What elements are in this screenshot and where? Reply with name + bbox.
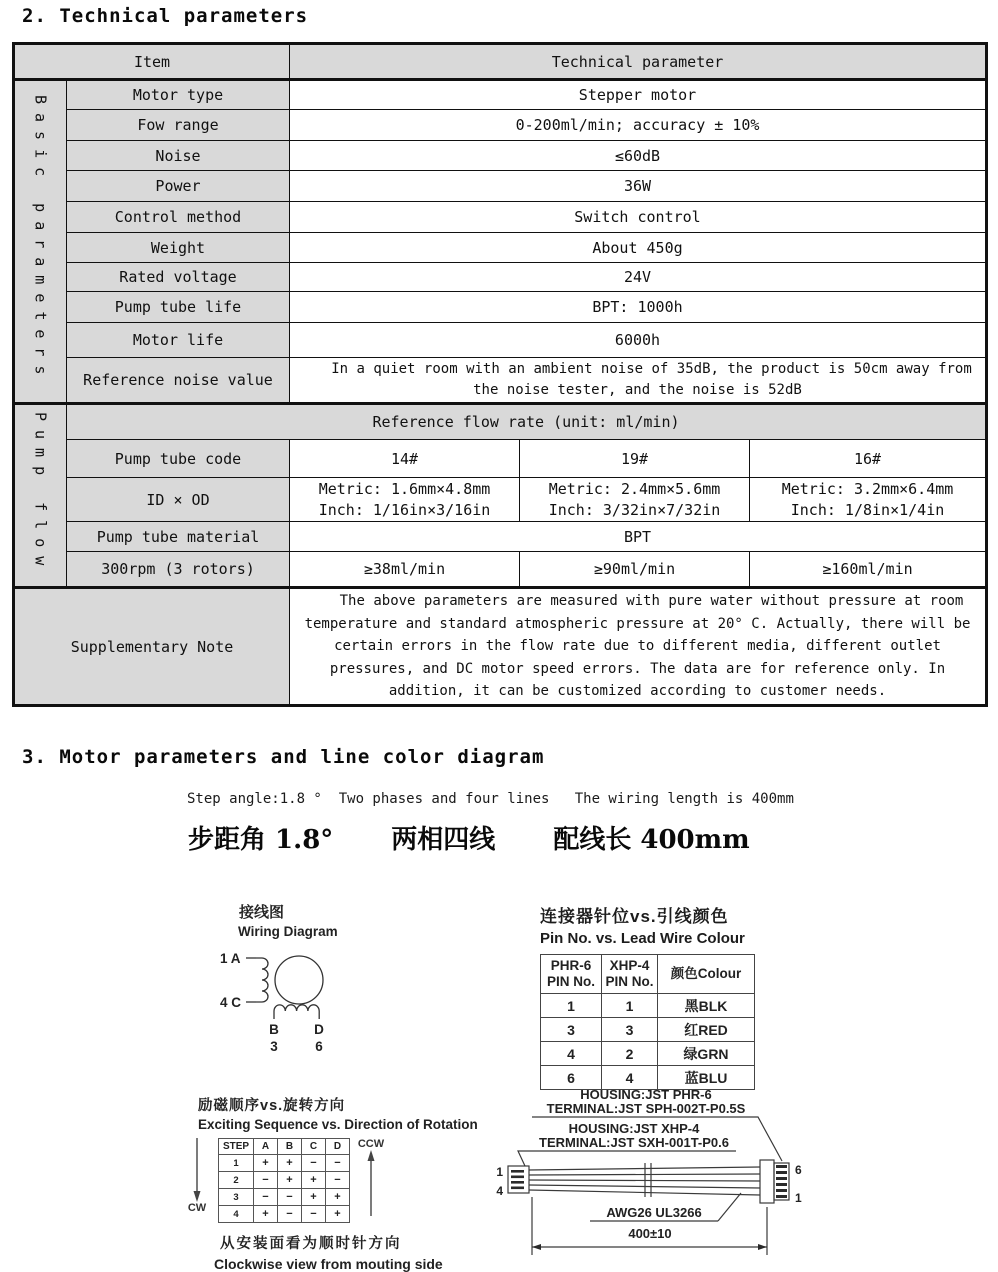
left-pin-top: 1 xyxy=(496,1165,503,1179)
tube-code-14: 14# xyxy=(290,440,520,478)
row-label: Weight xyxy=(67,233,290,263)
polarity: + xyxy=(302,1172,326,1189)
header-technical-parameter: Technical parameter xyxy=(290,44,987,80)
pin-xhp: 4 xyxy=(602,1066,658,1090)
pin-colour: 蓝BLU xyxy=(658,1066,755,1090)
polarity: − xyxy=(302,1206,326,1223)
tube-code-19: 19# xyxy=(520,440,750,478)
id-od-19 xyxy=(520,478,750,522)
coil-vertical-icon xyxy=(256,958,268,1002)
motor-subtitle-en: Step angle:1.8 ° Two phases and four lines The wiring length is 400mm xyxy=(187,791,794,807)
wiring-diagram xyxy=(214,900,374,1065)
pin-xhp: 3 xyxy=(602,1018,658,1042)
polarity: − xyxy=(326,1155,350,1172)
polarity: − xyxy=(278,1189,302,1206)
row-label-id-od: ID × OD xyxy=(67,478,290,522)
wiring-title-en: Wiring Diagram xyxy=(238,924,338,939)
row-value: 6000h xyxy=(290,323,987,358)
polarity: − xyxy=(254,1189,278,1206)
row-label: Motor life xyxy=(67,323,290,358)
group-pump-flow xyxy=(14,404,67,588)
pin-label-3: 3 xyxy=(270,1039,278,1054)
right-pin-top: 6 xyxy=(795,1163,802,1177)
pump-flow-vertical-label: Pump flow xyxy=(31,412,50,575)
pin-header-xhp4: XHP-4 PIN No. xyxy=(602,955,658,994)
metric-size: Metric: 1.6mm×4.8mm xyxy=(318,479,491,498)
dimension-arrow-left xyxy=(532,1244,541,1250)
left-pin-bottom: 4 xyxy=(496,1184,503,1198)
row-value: Switch control xyxy=(290,202,987,233)
excite-note-cn: 从安装面看为顺时针方向 xyxy=(220,1236,402,1252)
coil-horizontal-icon xyxy=(274,1005,319,1019)
group-basic-parameters xyxy=(14,80,67,404)
row-label: Fow range xyxy=(67,110,290,141)
cw-arrow-icon xyxy=(191,1138,203,1202)
wiring-diagram-block xyxy=(214,900,374,1069)
pin-table-title-cn: 连接器针位vs.引线颜色 xyxy=(540,907,729,926)
excite-header-step: STEP xyxy=(219,1139,254,1155)
metric-size: Metric: 3.2mm×6.4mm xyxy=(781,479,954,498)
flow-19: ≥90ml/min xyxy=(520,552,750,588)
polarity: − xyxy=(326,1172,350,1189)
wiring-title-cn: 接线图 xyxy=(239,904,285,921)
pin-phr: 1 xyxy=(541,994,602,1018)
row-label-tube-code: Pump tube code xyxy=(67,440,290,478)
row-value: Stepper motor xyxy=(290,80,987,110)
row-label: Motor type xyxy=(67,80,290,110)
basic-parameters-vertical-label: Basic parameters xyxy=(31,95,50,384)
flow-14: ≥38ml/min xyxy=(290,552,520,588)
row-label-material: Pump tube material xyxy=(67,522,290,552)
excite-header-d: D xyxy=(326,1139,350,1155)
inch-size: Inch: 1/8in×1/4in xyxy=(790,500,945,519)
metric-size: Metric: 2.4mm×5.6mm xyxy=(548,479,721,498)
polarity: − xyxy=(302,1155,326,1172)
id-od-16 xyxy=(750,478,987,522)
dimension-arrow-right xyxy=(758,1244,767,1250)
row-value: 0-200ml/min; accuracy ± 10% xyxy=(290,110,987,141)
wire-spec-label: AWG26 UL3266 xyxy=(606,1205,702,1220)
polarity: + xyxy=(326,1189,350,1206)
ccw-arrow-column xyxy=(357,1138,385,1216)
step-angle-cn: 步距角 1.8° xyxy=(188,825,334,855)
cw-label: CW xyxy=(187,1202,207,1214)
row-label: Pump tube life xyxy=(67,292,290,323)
phases-cn: 两相四线 xyxy=(391,825,496,855)
pin-colour: 绿GRN xyxy=(658,1042,755,1066)
flow-16: ≥160ml/min xyxy=(750,552,987,588)
pin-colour-table xyxy=(540,954,755,1090)
rotor-circle-icon xyxy=(275,956,323,1004)
excite-header-c: C xyxy=(302,1139,326,1155)
pin-label-4c: 4 C xyxy=(220,995,242,1010)
polarity: + xyxy=(278,1172,302,1189)
excite-title-en: Exciting Sequence vs. Direction of Rotation xyxy=(198,1117,478,1132)
material-value: BPT xyxy=(290,522,987,552)
pin-header-colour: 颜色Colour xyxy=(658,955,755,994)
right-pin-bottom: 1 xyxy=(795,1191,802,1205)
supplementary-note-text: The above parameters are measured with pure water without pressure at room temperature and standard atmospheric pressure at 20° C. Actually, there will be certain errors in the flow rate due to different media, different outlet pressures, and DC motor speed errors. The data are for reference only. In addition, it can be customized according to customer needs. xyxy=(290,588,987,706)
row-label: Power xyxy=(67,171,290,202)
pin-label-d: D xyxy=(314,1022,324,1037)
technical-parameters-table xyxy=(12,42,988,707)
pin-phr: 3 xyxy=(541,1018,602,1042)
polarity: − xyxy=(254,1172,278,1189)
row-label-reference-noise: Reference noise value xyxy=(67,358,290,404)
pin-xhp: 2 xyxy=(602,1042,658,1066)
step-number: 2 xyxy=(219,1172,254,1189)
step-number: 4 xyxy=(219,1206,254,1223)
row-label-300rpm: 300rpm (3 rotors) xyxy=(67,552,290,588)
reference-noise-text: In a quiet room with an ambient noise of 35dB, the product is 50cm away from the noise tester, and the noise is 52dB xyxy=(290,358,987,404)
ccw-arrow-icon xyxy=(365,1150,377,1216)
pin-label-6: 6 xyxy=(315,1039,323,1054)
tube-code-16: 16# xyxy=(750,440,987,478)
section2-title: 2. Technical parameters xyxy=(22,5,309,27)
cable-length-label: 400±10 xyxy=(628,1226,672,1241)
pin-colour: 红RED xyxy=(658,1018,755,1042)
id-od-14 xyxy=(290,478,520,522)
pin-phr: 4 xyxy=(541,1042,602,1066)
excite-note-en: Clockwise view from mouting side xyxy=(214,1256,443,1272)
pin-colour: 黑BLK xyxy=(658,994,755,1018)
inch-size: Inch: 3/32in×7/32in xyxy=(548,500,721,519)
row-label: Noise xyxy=(67,141,290,171)
polarity: + xyxy=(326,1206,350,1223)
polarity: + xyxy=(254,1155,278,1172)
leader-line xyxy=(518,1151,736,1166)
pin-xhp: 1 xyxy=(602,994,658,1018)
terminal-sph-label: TERMINAL:JST SPH-002T-P0.5S xyxy=(546,1101,746,1116)
supplementary-note-label: Supplementary Note xyxy=(14,588,290,706)
pin-table-title-en: Pin No. vs. Lead Wire Colour xyxy=(540,930,745,947)
polarity: + xyxy=(278,1155,302,1172)
row-value: ≤60dB xyxy=(290,141,987,171)
wiring-length-cn: 配线长 400mm xyxy=(553,825,750,855)
row-value: 24V xyxy=(290,263,987,292)
pin-header-phr6: PHR-6 PIN No. xyxy=(541,955,602,994)
row-label: Control method xyxy=(67,202,290,233)
motor-subtitle-cn xyxy=(188,825,750,856)
excite-header-a: A xyxy=(254,1139,278,1155)
exciting-sequence-table xyxy=(218,1138,350,1223)
header-item: Item xyxy=(14,44,290,80)
flow-rate-header: Reference flow rate (unit: ml/min) xyxy=(67,404,987,440)
cw-arrow-column xyxy=(186,1138,208,1214)
pin-phr: 6 xyxy=(541,1066,602,1090)
excite-title-cn: 励磁顺序vs.旋转方向 xyxy=(198,1098,346,1114)
housing-xhp4-label: HOUSING:JST XHP-4 xyxy=(568,1121,700,1136)
right-connector-icon xyxy=(760,1160,774,1203)
excite-header-b: B xyxy=(278,1139,302,1155)
row-value: 36W xyxy=(290,171,987,202)
polarity: + xyxy=(254,1206,278,1223)
inch-size: Inch: 1/16in×3/16in xyxy=(318,500,491,519)
polarity: − xyxy=(278,1206,302,1223)
step-number: 1 xyxy=(219,1155,254,1172)
terminal-sxh-label: TERMINAL:JST SXH-001T-P0.6 xyxy=(539,1135,729,1150)
leader-line xyxy=(718,1193,741,1221)
cable-drawing xyxy=(494,1085,814,1263)
cable-drawing-block xyxy=(494,1085,814,1267)
row-label: Rated voltage xyxy=(67,263,290,292)
step-number: 3 xyxy=(219,1189,254,1206)
pin-label-b: B xyxy=(269,1022,279,1037)
row-value: BPT: 1000h xyxy=(290,292,987,323)
housing-phr6-label: HOUSING:JST PHR-6 xyxy=(580,1087,712,1102)
row-value: About 450g xyxy=(290,233,987,263)
pin-colour-block xyxy=(540,902,755,1090)
ccw-label: CCW xyxy=(357,1138,385,1150)
exciting-sequence-block xyxy=(186,1094,496,1272)
pin-label-1a: 1 A xyxy=(220,951,241,966)
polarity: + xyxy=(302,1189,326,1206)
section3-title: 3. Motor parameters and line color diagram xyxy=(22,746,545,768)
